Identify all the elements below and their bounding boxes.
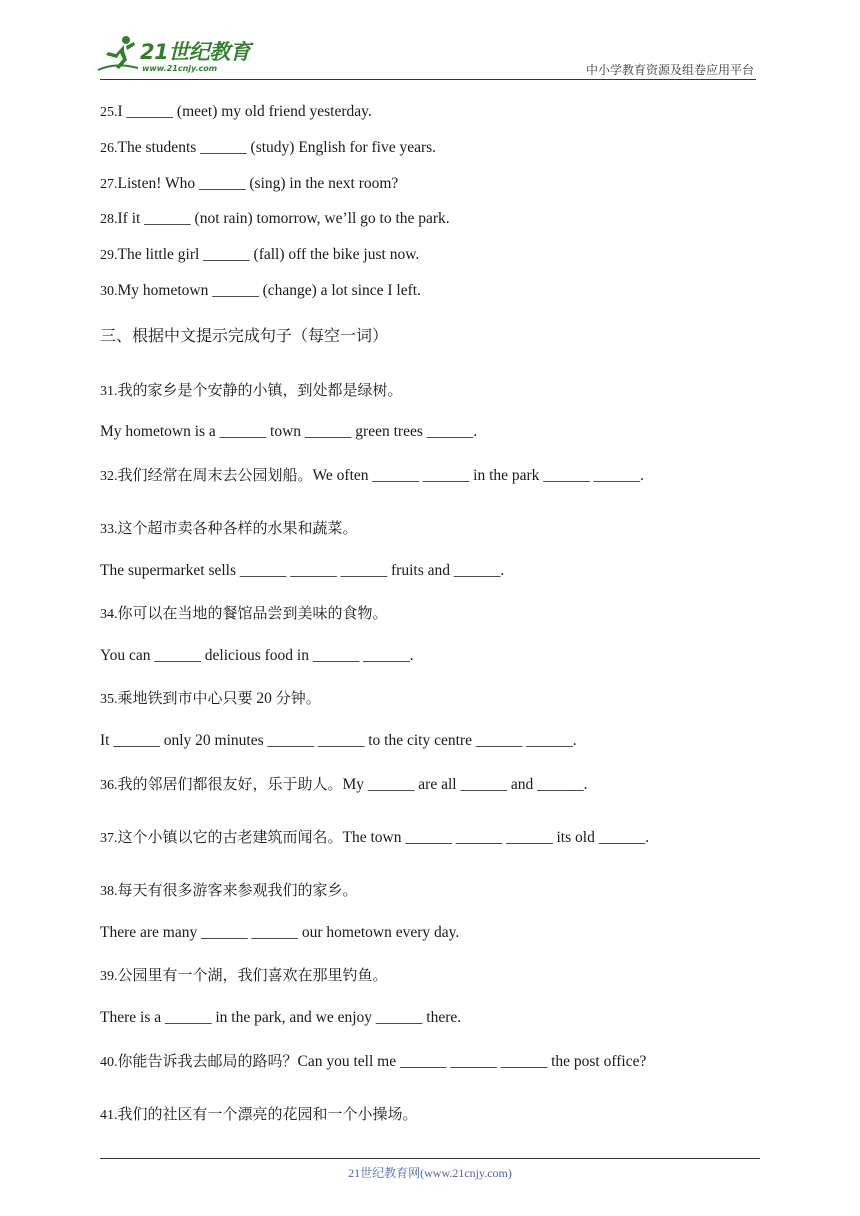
- question-33-prompt: [100, 518, 358, 540]
- question-number: 28.: [100, 212, 118, 227]
- logo-text: 21世纪教育: [140, 40, 251, 64]
- chinese-prompt: 你能告诉我去邮局的路吗？: [117, 1052, 298, 1070]
- chinese-prompt: 我们经常在周末去公园划船。: [117, 466, 313, 484]
- question-number: 26.: [100, 141, 118, 156]
- logo: [96, 34, 266, 78]
- chinese-prompt: 这个超市卖各种各样的水果和蔬菜。: [117, 519, 358, 537]
- question-number: 38.: [100, 884, 118, 899]
- question-number: 33.: [100, 522, 118, 537]
- english-sentence: My ______ are all ______ and ______.: [342, 776, 588, 793]
- header-slogan: 中小学教育资源及组卷应用平台: [585, 63, 754, 77]
- question-text: The students ______ (study) English for five years.: [117, 139, 437, 156]
- chinese-prompt: 我的家乡是个安静的小镇，到处都是绿树。: [117, 381, 403, 399]
- question-26: [100, 138, 436, 159]
- question-37: [100, 827, 649, 849]
- english-sentence: Can you tell me ______ ______ ______ the post office?: [297, 1053, 647, 1070]
- chinese-prompt: 你可以在当地的餐馆品尝到美味的食物。: [117, 604, 388, 622]
- question-number: 27.: [100, 177, 118, 192]
- question-39-answer: There is a ______ in the park, and we enjoy ______ there.: [100, 1009, 462, 1026]
- question-text: The little girl ______ (fall) off the bike just now.: [117, 246, 420, 263]
- question-text: I ______ (meet) my old friend yesterday.: [117, 103, 372, 120]
- question-text: Listen! Who ______ (sing) in the next room?: [117, 175, 399, 192]
- question-33-answer: The supermarket sells ______ ______ ______ fruits and ______.: [100, 562, 505, 579]
- chinese-prompt-tail: 分钟。: [275, 689, 321, 707]
- question-27: [100, 174, 398, 195]
- question-31-prompt: [100, 380, 403, 402]
- question-number: 25.: [100, 105, 118, 120]
- chinese-prompt: 每天有很多游客来参观我们的家乡。: [117, 881, 358, 899]
- english-sentence: The town ______ ______ ______ its old ______.: [342, 829, 650, 846]
- question-number: 32.: [100, 469, 118, 484]
- question-28: [100, 209, 450, 230]
- question-31-answer: My hometown is a ______ town ______ green trees ______.: [100, 423, 478, 440]
- question-35-prompt: [100, 688, 321, 710]
- question-35-answer: It ______ only 20 minutes ______ ______ to the city centre ______ ______.: [100, 732, 577, 749]
- section-title: 三、根据中文提示完成句子（每空一词）: [100, 326, 389, 345]
- question-text: My hometown ______ (change) a lot since I left.: [117, 282, 421, 299]
- question-number: 41.: [100, 1108, 118, 1123]
- question-34-prompt: [100, 603, 388, 625]
- question-number: 29.: [100, 248, 118, 263]
- question-29: [100, 245, 419, 266]
- prompt-number: 20: [256, 690, 272, 707]
- question-30: [100, 281, 421, 302]
- chinese-prompt: 公园里有一个湖，我们喜欢在那里钓鱼。: [117, 966, 388, 984]
- question-number: 39.: [100, 969, 118, 984]
- chinese-prompt: 这个小镇以它的古老建筑而闻名。: [117, 828, 343, 846]
- chinese-prompt: 我的邻居们都很友好，乐于助人。: [117, 775, 343, 793]
- question-25: [100, 102, 372, 123]
- question-number: 30.: [100, 284, 118, 299]
- chinese-prompt: 乘地铁到市中心只要: [117, 689, 253, 707]
- question-32: [100, 465, 644, 487]
- chinese-prompt: 我们的社区有一个漂亮的花园和一个小操场。: [117, 1105, 418, 1123]
- question-39-prompt: [100, 965, 388, 987]
- logo-url: www.21cnjy.com: [142, 64, 218, 73]
- question-text: If it ______ (not rain) tomorrow, we’ll go to the park.: [117, 210, 450, 227]
- page-header: [0, 0, 860, 80]
- runner-icon: [96, 34, 140, 74]
- question-number: 31.: [100, 384, 118, 399]
- question-40: [100, 1051, 646, 1073]
- header-divider: [100, 79, 756, 80]
- question-36: [100, 774, 587, 796]
- question-number: 34.: [100, 607, 118, 622]
- question-number: 35.: [100, 692, 118, 707]
- question-number: 37.: [100, 831, 118, 846]
- footer-divider: [100, 1158, 760, 1159]
- english-sentence: We often ______ ______ in the park ______ ______.: [312, 467, 645, 484]
- question-38-answer: There are many ______ ______ our hometown every day.: [100, 924, 460, 941]
- footer-text: 21世纪教育网(www.21cnjy.com): [348, 1166, 512, 1180]
- question-41-prompt: [100, 1104, 418, 1126]
- question-34-answer: You can ______ delicious food in ______ ______.: [100, 647, 414, 664]
- question-number: 40.: [100, 1055, 118, 1070]
- question-38-prompt: [100, 880, 358, 902]
- question-number: 36.: [100, 778, 118, 793]
